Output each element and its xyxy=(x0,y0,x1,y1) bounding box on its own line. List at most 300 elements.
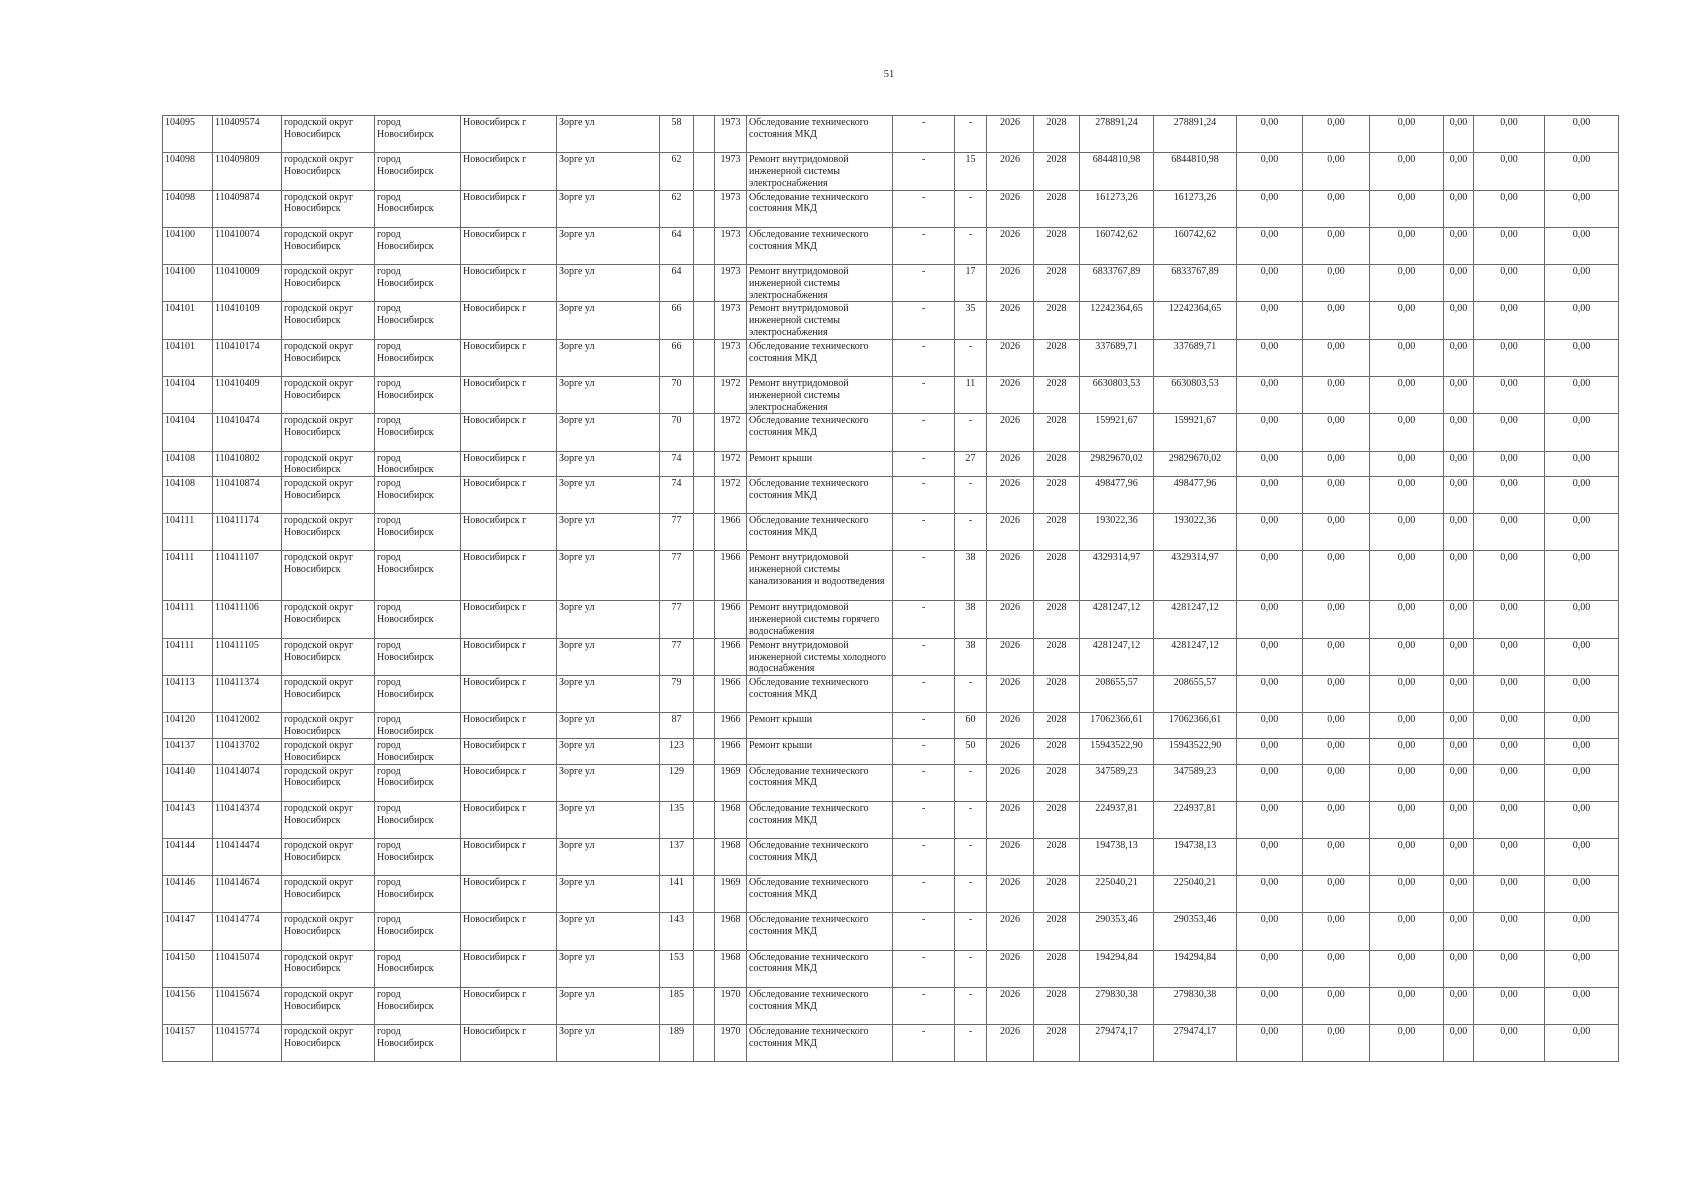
cell-unit: - xyxy=(893,514,955,551)
cell-street: Зорге ул xyxy=(557,839,660,876)
cell-locality: Новосибирск г xyxy=(461,376,557,413)
cell-funding-5: 0,00 xyxy=(1474,739,1545,765)
cell-municipal-district: городской округ Новосибирск xyxy=(282,739,375,765)
cell-funding-5: 0,00 xyxy=(1474,913,1545,950)
cell-unit: - xyxy=(893,302,955,339)
cell-total-cost: 225040,21 xyxy=(1080,876,1154,913)
cell-settlement: город Новосибирск xyxy=(375,801,461,838)
table-row xyxy=(163,116,1619,153)
cell-volume: 15 xyxy=(955,153,987,190)
cell-unit: - xyxy=(893,601,955,638)
table-row xyxy=(163,950,1619,987)
cell-municipal-district: городской округ Новосибирск xyxy=(282,414,375,451)
cell-house-number: 70 xyxy=(660,414,694,451)
cell-funding-5: 0,00 xyxy=(1474,676,1545,713)
cell-construction-year: 1973 xyxy=(715,302,747,339)
cell-work-code: 110415674 xyxy=(213,987,282,1024)
cell-funding-5: 0,00 xyxy=(1474,339,1545,376)
cell-cost: 161273,26 xyxy=(1154,190,1237,227)
cell-funding-6: 0,00 xyxy=(1545,1024,1619,1061)
cell-funding-3: 0,00 xyxy=(1370,913,1444,950)
cell-construction-year: 1966 xyxy=(715,676,747,713)
cell-locality: Новосибирск г xyxy=(461,514,557,551)
cell-funding-3: 0,00 xyxy=(1370,302,1444,339)
cell-funding-1: 0,00 xyxy=(1237,876,1303,913)
cell-record-id: 104147 xyxy=(163,913,213,950)
cell-end-year: 2028 xyxy=(1034,264,1080,301)
cell-funding-4: 0,00 xyxy=(1444,514,1474,551)
cell-volume: - xyxy=(955,190,987,227)
cell-building xyxy=(694,764,715,801)
cell-house-number: 137 xyxy=(660,839,694,876)
cell-settlement: город Новосибирск xyxy=(375,116,461,153)
cell-municipal-district: городской округ Новосибирск xyxy=(282,839,375,876)
cell-work-code: 110411107 xyxy=(213,551,282,601)
cell-work-type: Обследование технического состояния МКД xyxy=(747,477,893,514)
cell-total-cost: 278891,24 xyxy=(1080,116,1154,153)
cell-start-year: 2026 xyxy=(987,601,1034,638)
cell-settlement: город Новосибирск xyxy=(375,190,461,227)
cell-end-year: 2028 xyxy=(1034,876,1080,913)
cell-funding-4: 0,00 xyxy=(1444,950,1474,987)
cell-end-year: 2028 xyxy=(1034,477,1080,514)
cell-house-number: 62 xyxy=(660,153,694,190)
cell-cost: 194294,84 xyxy=(1154,950,1237,987)
cell-locality: Новосибирск г xyxy=(461,1024,557,1061)
cell-building xyxy=(694,676,715,713)
cell-funding-6: 0,00 xyxy=(1545,713,1619,739)
cell-funding-5: 0,00 xyxy=(1474,514,1545,551)
cell-funding-6: 0,00 xyxy=(1545,339,1619,376)
cell-funding-6: 0,00 xyxy=(1545,739,1619,765)
cell-locality: Новосибирск г xyxy=(461,676,557,713)
table-row xyxy=(163,451,1619,477)
cell-end-year: 2028 xyxy=(1034,839,1080,876)
cell-locality: Новосибирск г xyxy=(461,227,557,264)
cell-funding-5: 0,00 xyxy=(1474,451,1545,477)
cell-house-number: 153 xyxy=(660,950,694,987)
cell-funding-3: 0,00 xyxy=(1370,551,1444,601)
cell-unit: - xyxy=(893,950,955,987)
cell-house-number: 77 xyxy=(660,551,694,601)
cell-funding-3: 0,00 xyxy=(1370,1024,1444,1061)
cell-settlement: город Новосибирск xyxy=(375,376,461,413)
cell-funding-4: 0,00 xyxy=(1444,153,1474,190)
cell-funding-2: 0,00 xyxy=(1303,913,1370,950)
cell-funding-4: 0,00 xyxy=(1444,264,1474,301)
cell-settlement: город Новосибирск xyxy=(375,601,461,638)
cell-record-id: 104100 xyxy=(163,264,213,301)
cell-work-type: Обследование технического состояния МКД xyxy=(747,116,893,153)
cell-construction-year: 1972 xyxy=(715,477,747,514)
cell-record-id: 104157 xyxy=(163,1024,213,1061)
cell-record-id: 104120 xyxy=(163,713,213,739)
cell-funding-3: 0,00 xyxy=(1370,514,1444,551)
cell-building xyxy=(694,801,715,838)
cell-settlement: город Новосибирск xyxy=(375,739,461,765)
cell-end-year: 2028 xyxy=(1034,116,1080,153)
cell-record-id: 104140 xyxy=(163,764,213,801)
cell-unit: - xyxy=(893,477,955,514)
cell-street: Зорге ул xyxy=(557,739,660,765)
table-row xyxy=(163,551,1619,601)
cell-building xyxy=(694,514,715,551)
cell-record-id: 104111 xyxy=(163,601,213,638)
cell-municipal-district: городской округ Новосибирск xyxy=(282,676,375,713)
cell-total-cost: 6844810,98 xyxy=(1080,153,1154,190)
cell-work-code: 110409874 xyxy=(213,190,282,227)
cell-funding-1: 0,00 xyxy=(1237,477,1303,514)
cell-work-code: 110412002 xyxy=(213,713,282,739)
cell-funding-2: 0,00 xyxy=(1303,339,1370,376)
cell-volume: - xyxy=(955,227,987,264)
cell-settlement: город Новосибирск xyxy=(375,414,461,451)
cell-record-id: 104101 xyxy=(163,302,213,339)
cell-funding-2: 0,00 xyxy=(1303,514,1370,551)
cell-settlement: город Новосибирск xyxy=(375,339,461,376)
cell-funding-2: 0,00 xyxy=(1303,638,1370,675)
cell-total-cost: 337689,71 xyxy=(1080,339,1154,376)
cell-work-type: Ремонт внутридомовой инженерной системы электроснабжения xyxy=(747,264,893,301)
cell-street: Зорге ул xyxy=(557,601,660,638)
cell-street: Зорге ул xyxy=(557,190,660,227)
cell-cost: 29829670,02 xyxy=(1154,451,1237,477)
cell-funding-1: 0,00 xyxy=(1237,514,1303,551)
cell-start-year: 2026 xyxy=(987,713,1034,739)
cell-funding-4: 0,00 xyxy=(1444,876,1474,913)
cell-cost: 347589,23 xyxy=(1154,764,1237,801)
table-row xyxy=(163,514,1619,551)
cell-municipal-district: городской округ Новосибирск xyxy=(282,876,375,913)
cell-cost: 12242364,65 xyxy=(1154,302,1237,339)
table-row xyxy=(163,713,1619,739)
cell-street: Зорге ул xyxy=(557,376,660,413)
cell-house-number: 66 xyxy=(660,339,694,376)
cell-funding-5: 0,00 xyxy=(1474,801,1545,838)
cell-street: Зорге ул xyxy=(557,451,660,477)
cell-work-type: Обследование технического состояния МКД xyxy=(747,1024,893,1061)
cell-start-year: 2026 xyxy=(987,190,1034,227)
cell-record-id: 104108 xyxy=(163,451,213,477)
cell-record-id: 104101 xyxy=(163,339,213,376)
cell-house-number: 79 xyxy=(660,676,694,713)
cell-volume: 27 xyxy=(955,451,987,477)
cell-funding-6: 0,00 xyxy=(1545,801,1619,838)
cell-construction-year: 1966 xyxy=(715,713,747,739)
cell-funding-5: 0,00 xyxy=(1474,153,1545,190)
cell-funding-2: 0,00 xyxy=(1303,227,1370,264)
cell-street: Зорге ул xyxy=(557,414,660,451)
cell-funding-3: 0,00 xyxy=(1370,153,1444,190)
cell-work-type: Ремонт внутридомовой инженерной системы электроснабжения xyxy=(747,376,893,413)
cell-start-year: 2026 xyxy=(987,764,1034,801)
cell-settlement: город Новосибирск xyxy=(375,153,461,190)
cell-start-year: 2026 xyxy=(987,227,1034,264)
cell-house-number: 143 xyxy=(660,913,694,950)
table-row xyxy=(163,264,1619,301)
cell-total-cost: 347589,23 xyxy=(1080,764,1154,801)
cell-settlement: город Новосибирск xyxy=(375,950,461,987)
cell-volume: - xyxy=(955,477,987,514)
cell-building xyxy=(694,1024,715,1061)
cell-funding-6: 0,00 xyxy=(1545,477,1619,514)
cell-record-id: 104113 xyxy=(163,676,213,713)
cell-end-year: 2028 xyxy=(1034,153,1080,190)
cell-end-year: 2028 xyxy=(1034,514,1080,551)
cell-municipal-district: городской округ Новосибирск xyxy=(282,713,375,739)
cell-street: Зорге ул xyxy=(557,514,660,551)
table-row xyxy=(163,227,1619,264)
cell-building xyxy=(694,839,715,876)
cell-total-cost: 193022,36 xyxy=(1080,514,1154,551)
cell-funding-4: 0,00 xyxy=(1444,601,1474,638)
cell-start-year: 2026 xyxy=(987,451,1034,477)
cell-funding-3: 0,00 xyxy=(1370,987,1444,1024)
cell-funding-2: 0,00 xyxy=(1303,739,1370,765)
cell-building xyxy=(694,451,715,477)
cell-funding-5: 0,00 xyxy=(1474,264,1545,301)
cell-funding-1: 0,00 xyxy=(1237,1024,1303,1061)
cell-locality: Новосибирск г xyxy=(461,987,557,1024)
cell-work-type: Ремонт внутридомовой инженерной системы электроснабжения xyxy=(747,302,893,339)
cell-funding-5: 0,00 xyxy=(1474,477,1545,514)
cell-municipal-district: городской округ Новосибирск xyxy=(282,913,375,950)
cell-work-code: 110410802 xyxy=(213,451,282,477)
cell-work-code: 110411174 xyxy=(213,514,282,551)
cell-record-id: 104137 xyxy=(163,739,213,765)
cell-total-cost: 15943522,90 xyxy=(1080,739,1154,765)
cell-construction-year: 1966 xyxy=(715,514,747,551)
cell-cost: 337689,71 xyxy=(1154,339,1237,376)
cell-funding-5: 0,00 xyxy=(1474,638,1545,675)
cell-end-year: 2028 xyxy=(1034,451,1080,477)
cell-volume: 17 xyxy=(955,264,987,301)
table-row xyxy=(163,376,1619,413)
cell-funding-6: 0,00 xyxy=(1545,551,1619,601)
cell-funding-1: 0,00 xyxy=(1237,451,1303,477)
cell-locality: Новосибирск г xyxy=(461,950,557,987)
cell-settlement: город Новосибирск xyxy=(375,551,461,601)
cell-funding-1: 0,00 xyxy=(1237,913,1303,950)
cell-settlement: город Новосибирск xyxy=(375,514,461,551)
cell-funding-4: 0,00 xyxy=(1444,801,1474,838)
cell-house-number: 77 xyxy=(660,514,694,551)
cell-funding-1: 0,00 xyxy=(1237,302,1303,339)
cell-locality: Новосибирск г xyxy=(461,302,557,339)
cell-record-id: 104143 xyxy=(163,801,213,838)
table-row xyxy=(163,839,1619,876)
cell-street: Зорге ул xyxy=(557,764,660,801)
cell-street: Зорге ул xyxy=(557,551,660,601)
cell-municipal-district: городской округ Новосибирск xyxy=(282,153,375,190)
cell-municipal-district: городской округ Новосибирск xyxy=(282,116,375,153)
cell-funding-2: 0,00 xyxy=(1303,551,1370,601)
cell-cost: 224937,81 xyxy=(1154,801,1237,838)
table-row xyxy=(163,876,1619,913)
cell-funding-2: 0,00 xyxy=(1303,302,1370,339)
cell-funding-4: 0,00 xyxy=(1444,414,1474,451)
cell-work-code: 110410409 xyxy=(213,376,282,413)
cell-record-id: 104100 xyxy=(163,227,213,264)
cell-locality: Новосибирск г xyxy=(461,601,557,638)
cell-house-number: 70 xyxy=(660,376,694,413)
cell-construction-year: 1973 xyxy=(715,153,747,190)
cell-total-cost: 29829670,02 xyxy=(1080,451,1154,477)
cell-funding-3: 0,00 xyxy=(1370,638,1444,675)
cell-locality: Новосибирск г xyxy=(461,713,557,739)
cell-settlement: город Новосибирск xyxy=(375,713,461,739)
cell-street: Зорге ул xyxy=(557,302,660,339)
cell-unit: - xyxy=(893,764,955,801)
cell-end-year: 2028 xyxy=(1034,713,1080,739)
cell-unit: - xyxy=(893,414,955,451)
cell-work-code: 110415774 xyxy=(213,1024,282,1061)
cell-work-type: Обследование технического состояния МКД xyxy=(747,414,893,451)
cell-funding-3: 0,00 xyxy=(1370,190,1444,227)
cell-total-cost: 4329314,97 xyxy=(1080,551,1154,601)
cell-unit: - xyxy=(893,264,955,301)
cell-building xyxy=(694,987,715,1024)
cell-cost: 6630803,53 xyxy=(1154,376,1237,413)
cell-record-id: 104111 xyxy=(163,551,213,601)
cell-funding-5: 0,00 xyxy=(1474,876,1545,913)
cell-funding-6: 0,00 xyxy=(1545,190,1619,227)
cell-funding-4: 0,00 xyxy=(1444,116,1474,153)
cell-construction-year: 1970 xyxy=(715,1024,747,1061)
cell-total-cost: 159921,67 xyxy=(1080,414,1154,451)
cell-funding-5: 0,00 xyxy=(1474,1024,1545,1061)
cell-locality: Новосибирск г xyxy=(461,801,557,838)
cell-funding-1: 0,00 xyxy=(1237,376,1303,413)
cell-cost: 4329314,97 xyxy=(1154,551,1237,601)
cell-cost: 208655,57 xyxy=(1154,676,1237,713)
cell-funding-4: 0,00 xyxy=(1444,1024,1474,1061)
cell-funding-2: 0,00 xyxy=(1303,451,1370,477)
cell-cost: 498477,96 xyxy=(1154,477,1237,514)
cell-construction-year: 1966 xyxy=(715,638,747,675)
cell-start-year: 2026 xyxy=(987,739,1034,765)
cell-start-year: 2026 xyxy=(987,676,1034,713)
cell-settlement: город Новосибирск xyxy=(375,477,461,514)
cell-work-type: Обследование технического состояния МКД xyxy=(747,839,893,876)
cell-total-cost: 224937,81 xyxy=(1080,801,1154,838)
cell-end-year: 2028 xyxy=(1034,227,1080,264)
cell-funding-1: 0,00 xyxy=(1237,950,1303,987)
cell-cost: 279830,38 xyxy=(1154,987,1237,1024)
cell-locality: Новосибирск г xyxy=(461,913,557,950)
cell-record-id: 104098 xyxy=(163,153,213,190)
cell-locality: Новосибирск г xyxy=(461,414,557,451)
cell-volume: - xyxy=(955,676,987,713)
cell-cost: 193022,36 xyxy=(1154,514,1237,551)
cell-total-cost: 12242364,65 xyxy=(1080,302,1154,339)
cell-funding-1: 0,00 xyxy=(1237,638,1303,675)
cell-volume: - xyxy=(955,514,987,551)
cell-settlement: город Новосибирск xyxy=(375,839,461,876)
cell-end-year: 2028 xyxy=(1034,302,1080,339)
cell-volume: - xyxy=(955,414,987,451)
cell-street: Зорге ул xyxy=(557,913,660,950)
cell-house-number: 77 xyxy=(660,601,694,638)
cell-municipal-district: городской округ Новосибирск xyxy=(282,264,375,301)
cell-work-type: Обследование технического состояния МКД xyxy=(747,514,893,551)
cell-work-code: 110410009 xyxy=(213,264,282,301)
table-row xyxy=(163,913,1619,950)
cell-volume: - xyxy=(955,876,987,913)
cell-funding-4: 0,00 xyxy=(1444,913,1474,950)
cell-funding-1: 0,00 xyxy=(1237,764,1303,801)
cell-construction-year: 1968 xyxy=(715,801,747,838)
data-table xyxy=(162,115,1619,1062)
cell-record-id: 104150 xyxy=(163,950,213,987)
cell-settlement: город Новосибирск xyxy=(375,913,461,950)
cell-work-type: Ремонт внутридомовой инженерной системы канализования и водоотведения xyxy=(747,551,893,601)
cell-locality: Новосибирск г xyxy=(461,764,557,801)
cell-end-year: 2028 xyxy=(1034,376,1080,413)
cell-funding-6: 0,00 xyxy=(1545,153,1619,190)
cell-house-number: 87 xyxy=(660,713,694,739)
cell-locality: Новосибирск г xyxy=(461,451,557,477)
cell-work-type: Обследование технического состояния МКД xyxy=(747,987,893,1024)
cell-funding-4: 0,00 xyxy=(1444,227,1474,264)
cell-house-number: 123 xyxy=(660,739,694,765)
cell-work-code: 110414374 xyxy=(213,801,282,838)
cell-funding-6: 0,00 xyxy=(1545,987,1619,1024)
cell-volume: - xyxy=(955,1024,987,1061)
cell-building xyxy=(694,876,715,913)
cell-end-year: 2028 xyxy=(1034,1024,1080,1061)
cell-work-code: 110414474 xyxy=(213,839,282,876)
cell-street: Зорге ул xyxy=(557,116,660,153)
cell-funding-6: 0,00 xyxy=(1545,116,1619,153)
cell-funding-5: 0,00 xyxy=(1474,190,1545,227)
cell-street: Зорге ул xyxy=(557,153,660,190)
cell-funding-3: 0,00 xyxy=(1370,339,1444,376)
cell-funding-3: 0,00 xyxy=(1370,713,1444,739)
cell-funding-2: 0,00 xyxy=(1303,987,1370,1024)
cell-street: Зорге ул xyxy=(557,638,660,675)
cell-municipal-district: городской округ Новосибирск xyxy=(282,551,375,601)
table-row xyxy=(163,153,1619,190)
cell-funding-6: 0,00 xyxy=(1545,451,1619,477)
cell-settlement: город Новосибирск xyxy=(375,1024,461,1061)
table-row xyxy=(163,638,1619,675)
cell-funding-5: 0,00 xyxy=(1474,302,1545,339)
cell-end-year: 2028 xyxy=(1034,638,1080,675)
cell-municipal-district: городской округ Новосибирск xyxy=(282,1024,375,1061)
cell-house-number: 77 xyxy=(660,638,694,675)
cell-street: Зорге ул xyxy=(557,339,660,376)
cell-cost: 278891,24 xyxy=(1154,116,1237,153)
cell-funding-3: 0,00 xyxy=(1370,376,1444,413)
cell-funding-5: 0,00 xyxy=(1474,950,1545,987)
cell-funding-5: 0,00 xyxy=(1474,227,1545,264)
cell-unit: - xyxy=(893,638,955,675)
cell-funding-3: 0,00 xyxy=(1370,451,1444,477)
cell-building xyxy=(694,302,715,339)
cell-volume: - xyxy=(955,839,987,876)
cell-street: Зорге ул xyxy=(557,676,660,713)
cell-total-cost: 4281247,12 xyxy=(1080,638,1154,675)
cell-funding-6: 0,00 xyxy=(1545,376,1619,413)
cell-work-type: Ремонт внутридомовой инженерной системы холодного водоснабжения xyxy=(747,638,893,675)
cell-funding-6: 0,00 xyxy=(1545,764,1619,801)
cell-funding-2: 0,00 xyxy=(1303,1024,1370,1061)
cell-total-cost: 208655,57 xyxy=(1080,676,1154,713)
cell-total-cost: 279830,38 xyxy=(1080,987,1154,1024)
cell-funding-5: 0,00 xyxy=(1474,601,1545,638)
cell-volume: 38 xyxy=(955,638,987,675)
